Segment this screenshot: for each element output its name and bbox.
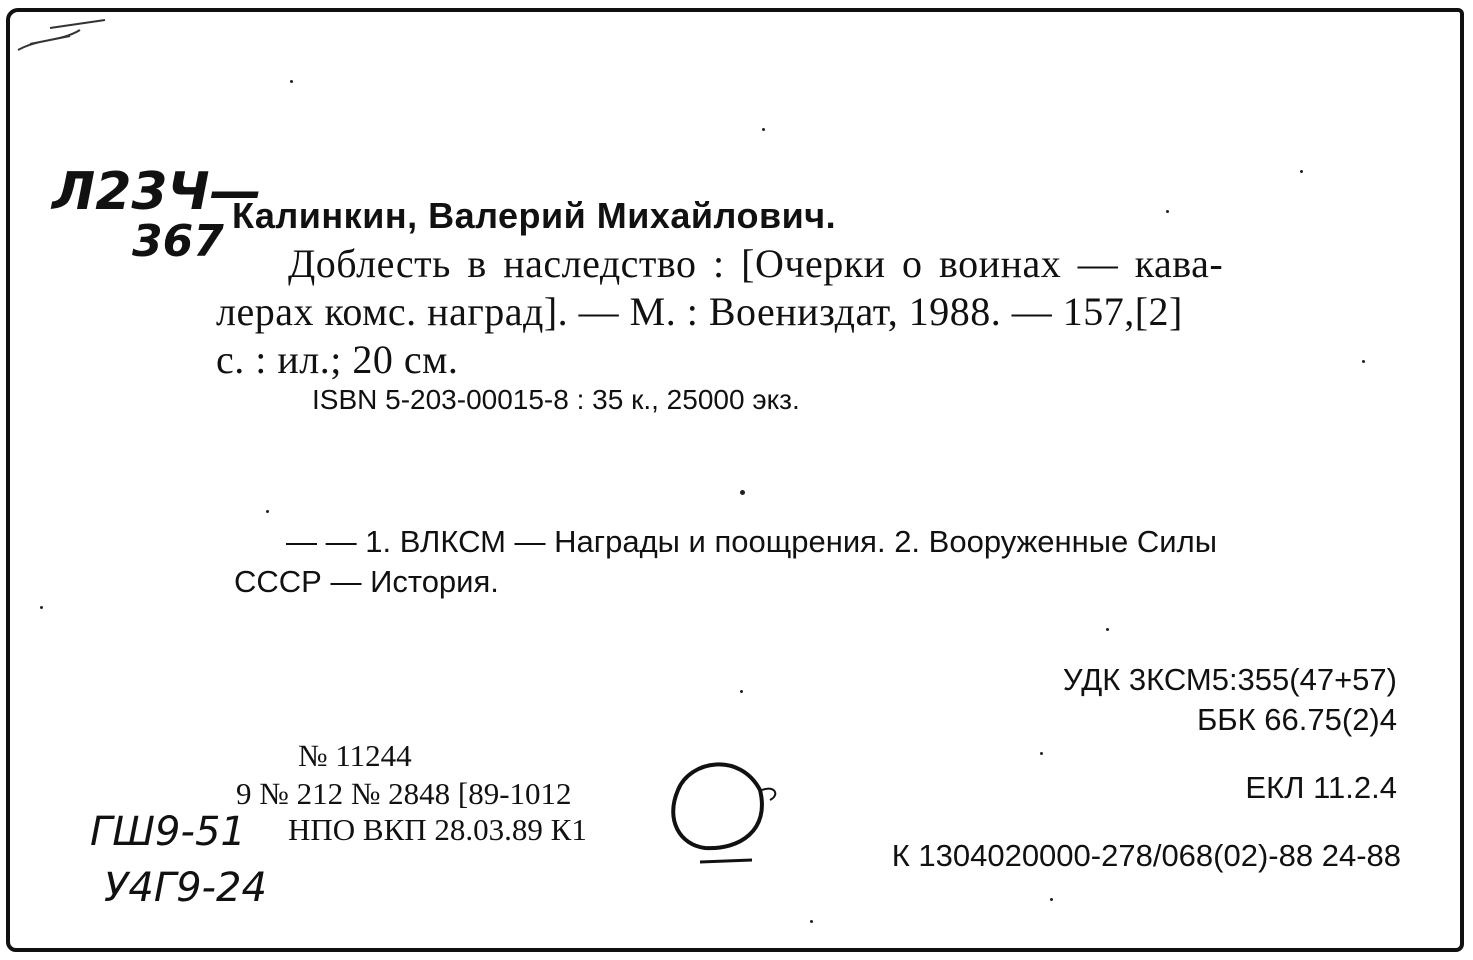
speck xyxy=(1040,752,1043,755)
speck xyxy=(810,920,813,923)
ekl-code: ЕКЛ 11.2.4 xyxy=(1245,770,1397,805)
speck xyxy=(290,80,293,83)
subjects-line-1: — — 1. ВЛКСМ — Награды и поощрения. 2. Вооруженные Силы xyxy=(286,524,1217,559)
speck xyxy=(740,690,743,693)
title-line-1: Доблесть в наследство : [Очерки о воинах — кава- xyxy=(288,241,1224,286)
speck xyxy=(1050,898,1053,901)
card-number: № 11244 xyxy=(298,738,412,773)
k-code: К 1304020000-278/068(02)-88 24-88 xyxy=(891,838,1401,873)
speck xyxy=(1106,628,1109,631)
speck xyxy=(266,510,269,513)
speck xyxy=(740,490,745,495)
isbn-line: ISBN 5-203-00015-8 : 35 к., 25000 экз. xyxy=(312,384,800,415)
order-line: 9 № 212 № 2848 [89-1012 xyxy=(236,776,572,811)
title-line-3: с. : ил.; 20 см. xyxy=(216,337,459,382)
stamp-oval xyxy=(673,764,762,848)
handwritten-code-1: ГШ9-51 xyxy=(90,809,246,855)
npo-line: НПО ВКП 28.03.89 К1 xyxy=(288,812,587,847)
title-line-2: лерах комс. наград]. — М. : Воениздат, 1988. — 157,[2] xyxy=(216,289,1183,334)
stamp-tail xyxy=(700,860,752,862)
bbk-code: ББК 66.75(2)4 xyxy=(1196,702,1397,737)
speck xyxy=(40,606,43,609)
call-number-line1: Л23Ч— xyxy=(52,162,262,222)
speck xyxy=(762,128,765,131)
call-number-line2: 367 xyxy=(132,216,224,267)
author-heading: Калинкин, Валерий Михайлович. xyxy=(232,195,837,236)
stamp-curl xyxy=(762,789,775,800)
handwritten-code-2: У4Г9-24 xyxy=(104,865,267,911)
top-left-scribble xyxy=(18,20,105,50)
speck xyxy=(1300,170,1303,173)
speck xyxy=(1362,360,1365,363)
udk-code: УДК 3КСМ5:355(47+57) xyxy=(1062,662,1397,697)
speck xyxy=(1166,210,1169,213)
subjects-line-2: СССР — История. xyxy=(234,564,499,599)
